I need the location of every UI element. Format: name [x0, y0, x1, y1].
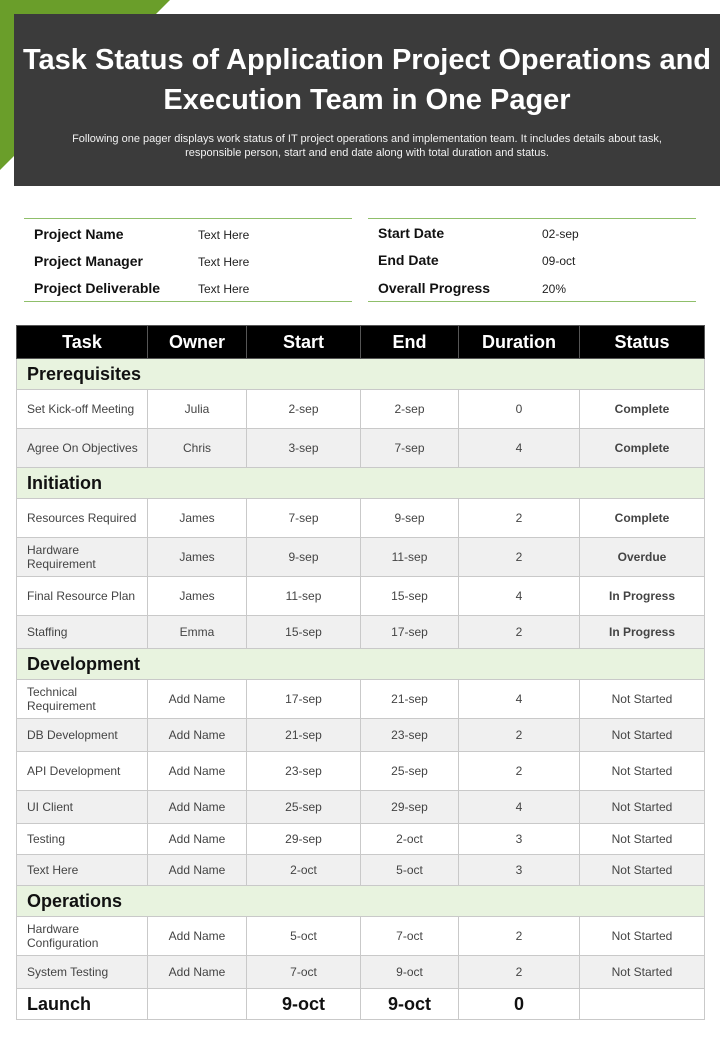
launch-cell-duration: 0: [459, 989, 580, 1020]
cell-task: Resources Required: [17, 499, 148, 538]
cell-end: 2-oct: [361, 824, 459, 855]
cell-owner: James: [148, 499, 247, 538]
launch-cell-task: Launch: [17, 989, 148, 1020]
cell-status: In Progress: [580, 616, 705, 649]
section-header-row: [17, 886, 705, 917]
cell-duration: 2: [459, 917, 580, 956]
cell-task: DB Development: [17, 719, 148, 752]
launch-row: [17, 989, 705, 1020]
info-label: Start Date: [378, 225, 445, 241]
section-header-row: [17, 468, 705, 499]
cell-duration: 2: [459, 956, 580, 989]
cell-status: Not Started: [580, 824, 705, 855]
cell-start: 2-sep: [247, 390, 361, 429]
col-header-owner: Owner: [148, 326, 247, 359]
cell-end: 21-sep: [361, 680, 459, 719]
cell-start: 21-sep: [247, 719, 361, 752]
cell-status: Not Started: [580, 917, 705, 956]
launch-cell-start: 9-oct: [247, 989, 361, 1020]
page-subtitle: Following one pager displays work status of IT project operations and implementation team. It includes details about task, responsible person, start and end date along with total duration and status.: [72, 133, 662, 159]
cell-status: Overdue: [580, 538, 705, 577]
cell-start: 5-oct: [247, 917, 361, 956]
cell-start: 11-sep: [247, 577, 361, 616]
cell-duration: 4: [459, 680, 580, 719]
cell-status: Not Started: [580, 791, 705, 824]
info-value: 09-oct: [542, 254, 576, 268]
cell-duration: 4: [459, 791, 580, 824]
cell-start: 17-sep: [247, 680, 361, 719]
cell-duration: 2: [459, 538, 580, 577]
cell-status: Not Started: [580, 956, 705, 989]
info-value: 20%: [542, 282, 567, 296]
section-header-row: [17, 359, 705, 390]
cell-status: In Progress: [580, 577, 705, 616]
cell-start: 29-sep: [247, 824, 361, 855]
cell-start: 7-sep: [247, 499, 361, 538]
info-value: Text Here: [198, 228, 250, 242]
cell-status: Not Started: [580, 680, 705, 719]
cell-task: Agree On Objectives: [17, 429, 148, 468]
table-row: [17, 956, 705, 989]
cell-end: 9-oct: [361, 956, 459, 989]
cell-end: 9-sep: [361, 499, 459, 538]
cell-task: Testing: [17, 824, 148, 855]
cell-duration: 3: [459, 855, 580, 886]
cell-end: 7-oct: [361, 917, 459, 956]
cell-owner: Add Name: [148, 680, 247, 719]
cell-task: Text Here: [17, 855, 148, 886]
cell-duration: 2: [459, 499, 580, 538]
cell-start: 2-oct: [247, 855, 361, 886]
cell-status: Complete: [580, 499, 705, 538]
cell-end: 5-oct: [361, 855, 459, 886]
cell-start: 23-sep: [247, 752, 361, 791]
info-label: End Date: [378, 252, 439, 268]
cell-task: Hardware Requirement: [17, 538, 148, 577]
table-header-row: [17, 326, 705, 359]
project-info-panel: [24, 218, 352, 302]
cell-status: Not Started: [580, 752, 705, 791]
cell-task: Staffing: [17, 616, 148, 649]
table-row: [17, 824, 705, 855]
cell-start: 15-sep: [247, 616, 361, 649]
section-title: Initiation: [17, 468, 705, 499]
page-title: Task Status of Application Project Operations and Execution Team in One Pager: [22, 44, 712, 116]
launch-cell-end: 9-oct: [361, 989, 459, 1020]
section-title: Prerequisites: [17, 359, 705, 390]
cell-task: Final Resource Plan: [17, 577, 148, 616]
cell-end: 29-sep: [361, 791, 459, 824]
task-status-table: [16, 325, 705, 1020]
info-label: Project Name: [34, 226, 124, 242]
col-header-task: Task: [17, 326, 148, 359]
cell-duration: 2: [459, 616, 580, 649]
launch-cell-status: [580, 989, 705, 1020]
section-title: Operations: [17, 886, 705, 917]
cell-duration: 3: [459, 824, 580, 855]
col-header-duration: Duration: [459, 326, 580, 359]
col-header-start: Start: [247, 326, 361, 359]
cell-owner: Add Name: [148, 719, 247, 752]
col-header-status: Status: [580, 326, 705, 359]
cell-task: Hardware Configuration: [17, 917, 148, 956]
cell-owner: Add Name: [148, 791, 247, 824]
table-row: [17, 719, 705, 752]
cell-owner: Add Name: [148, 752, 247, 791]
cell-duration: 2: [459, 752, 580, 791]
cell-owner: Add Name: [148, 855, 247, 886]
cell-task: API Development: [17, 752, 148, 791]
table-row: [17, 680, 705, 719]
cell-owner: Chris: [148, 429, 247, 468]
info-value: Text Here: [198, 255, 250, 269]
cell-start: 3-sep: [247, 429, 361, 468]
cell-end: 7-sep: [361, 429, 459, 468]
cell-owner: Add Name: [148, 956, 247, 989]
cell-status: Complete: [580, 390, 705, 429]
cell-task: UI Client: [17, 791, 148, 824]
cell-end: 25-sep: [361, 752, 459, 791]
table-row: [17, 499, 705, 538]
cell-duration: 2: [459, 719, 580, 752]
cell-owner: Add Name: [148, 917, 247, 956]
cell-task: System Testing: [17, 956, 148, 989]
table-row: [17, 616, 705, 649]
table-row: [17, 429, 705, 468]
cell-end: 11-sep: [361, 538, 459, 577]
table-row: [17, 390, 705, 429]
table-row: [17, 855, 705, 886]
cell-end: 17-sep: [361, 616, 459, 649]
table-row: [17, 752, 705, 791]
info-value: 02-sep: [542, 227, 579, 241]
cell-task: Technical Requirement: [17, 680, 148, 719]
table-row: [17, 917, 705, 956]
section-title: Development: [17, 649, 705, 680]
cell-owner: James: [148, 577, 247, 616]
cell-start: 7-oct: [247, 956, 361, 989]
cell-status: Complete: [580, 429, 705, 468]
table-row: [17, 538, 705, 577]
info-label: Project Manager: [34, 253, 143, 269]
info-label: Overall Progress: [378, 280, 491, 296]
schedule-info-panel: [368, 218, 696, 302]
cell-owner: Julia: [148, 390, 247, 429]
cell-owner: Emma: [148, 616, 247, 649]
header-banner: [14, 14, 720, 186]
cell-duration: 4: [459, 577, 580, 616]
cell-status: Not Started: [580, 855, 705, 886]
info-value: Text Here: [198, 282, 250, 296]
cell-task: Set Kick-off Meeting: [17, 390, 148, 429]
cell-owner: Add Name: [148, 824, 247, 855]
cell-owner: James: [148, 538, 247, 577]
cell-duration: 4: [459, 429, 580, 468]
cell-end: 23-sep: [361, 719, 459, 752]
col-header-end: End: [361, 326, 459, 359]
section-header-row: [17, 649, 705, 680]
table-row: [17, 577, 705, 616]
cell-duration: 0: [459, 390, 580, 429]
info-label: Project Deliverable: [34, 280, 161, 296]
table-row: [17, 791, 705, 824]
cell-start: 25-sep: [247, 791, 361, 824]
cell-end: 15-sep: [361, 577, 459, 616]
cell-end: 2-sep: [361, 390, 459, 429]
cell-status: Not Started: [580, 719, 705, 752]
cell-start: 9-sep: [247, 538, 361, 577]
launch-cell-owner: [148, 989, 247, 1020]
